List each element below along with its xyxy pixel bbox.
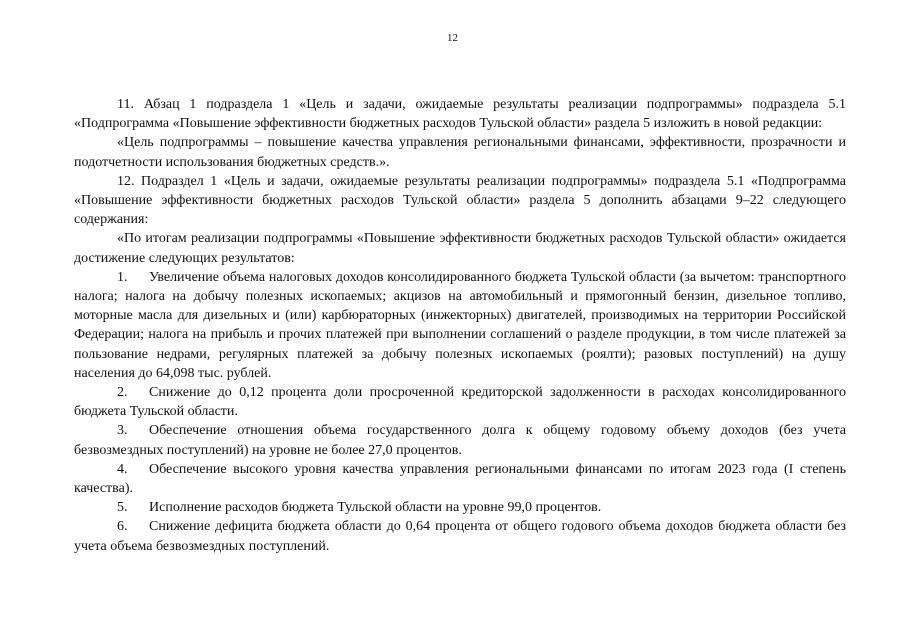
document-body — [74, 95, 846, 556]
result-number: 3. — [117, 423, 128, 439]
result-item — [74, 421, 846, 459]
result-item — [74, 498, 846, 517]
result-item — [74, 268, 846, 383]
result-text: Снижение дефицита бюджета области до 0,64 процента от общего годового объема доходов бюджета области без учета объема безвозмездных поступлений. — [74, 519, 846, 554]
result-text: Увеличение объема налоговых доходов консолидированного бюджета Тульской области (за вычетом: транспортного налога; налога на добычу полезных ископаемых; акцизов на автомобильный и прямогонный бензин, дизельное топливо, моторные масла для дизельных и (или) карбюраторных (инжекторных) двигателей, производимых на территории Российской Федерации; налога на прибыль и прочих платежей при выполнении соглашений о разделе продукции, в том числе платежей за пользование недрами, регулярных платежей за добычу полезных ископаемых (роялти); разовых поступлений) на душу населения до 64,098 тыс. рублей. — [74, 269, 846, 381]
result-text: Обеспечение высокого уровня качества управления региональными финансами по итогам 2023 года (I степень качества). — [74, 461, 846, 497]
paragraph-item-12: 12. Подраздел 1 «Цель и задачи, ожидаемые результаты реализации подпрограммы» подраздела 5.1 «Подпрограмма «Повышение эффективности бюджетных расходов Тульской области» раздела 5 дополнить абзацами 9–22 следующего содержания: — [74, 173, 846, 228]
result-text: Снижение до 0,12 процента доли просроченной кредиторской задолженности в расходах консолидированного бюджета Тульской области. — [74, 385, 846, 420]
result-text: Исполнение расходов бюджета Тульской области на уровне 99,0 процентов. — [149, 500, 602, 516]
result-item — [74, 460, 846, 498]
result-number: 4. — [117, 461, 128, 477]
result-number: 2. — [117, 385, 128, 401]
result-text: Обеспечение отношения объема государственного долга к общему годовому объему доходов (без учета безвозмездных поступлений) на уровне не более 27,0 процентов. — [74, 423, 846, 458]
result-number: 1. — [117, 269, 128, 285]
paragraph-results-intro: «По итогам реализации подпрограммы «Повышение эффективности бюджетных расходов Тульской области» ожидается достижение следующих результатов: — [74, 231, 846, 266]
result-item — [74, 383, 846, 421]
paragraph-item-11: 11. Абзац 1 подраздела 1 «Цель и задачи, ожидаемые результаты реализации подпрограммы» подраздела 5.1 «Подпрограмма «Повышение эффективности бюджетных расходов Тульской области» раздела 5 изложить в новой редакции: — [74, 97, 846, 132]
page-number: 12 — [447, 32, 458, 44]
result-number: 6. — [117, 519, 128, 535]
result-item — [74, 517, 846, 555]
result-number: 5. — [117, 500, 128, 516]
paragraph-goal-quote: «Цель подпрограммы – повышение качества управления региональными финансами, эффективности, прозрачности и подотчетности использования бюджетных средств.». — [74, 135, 846, 170]
